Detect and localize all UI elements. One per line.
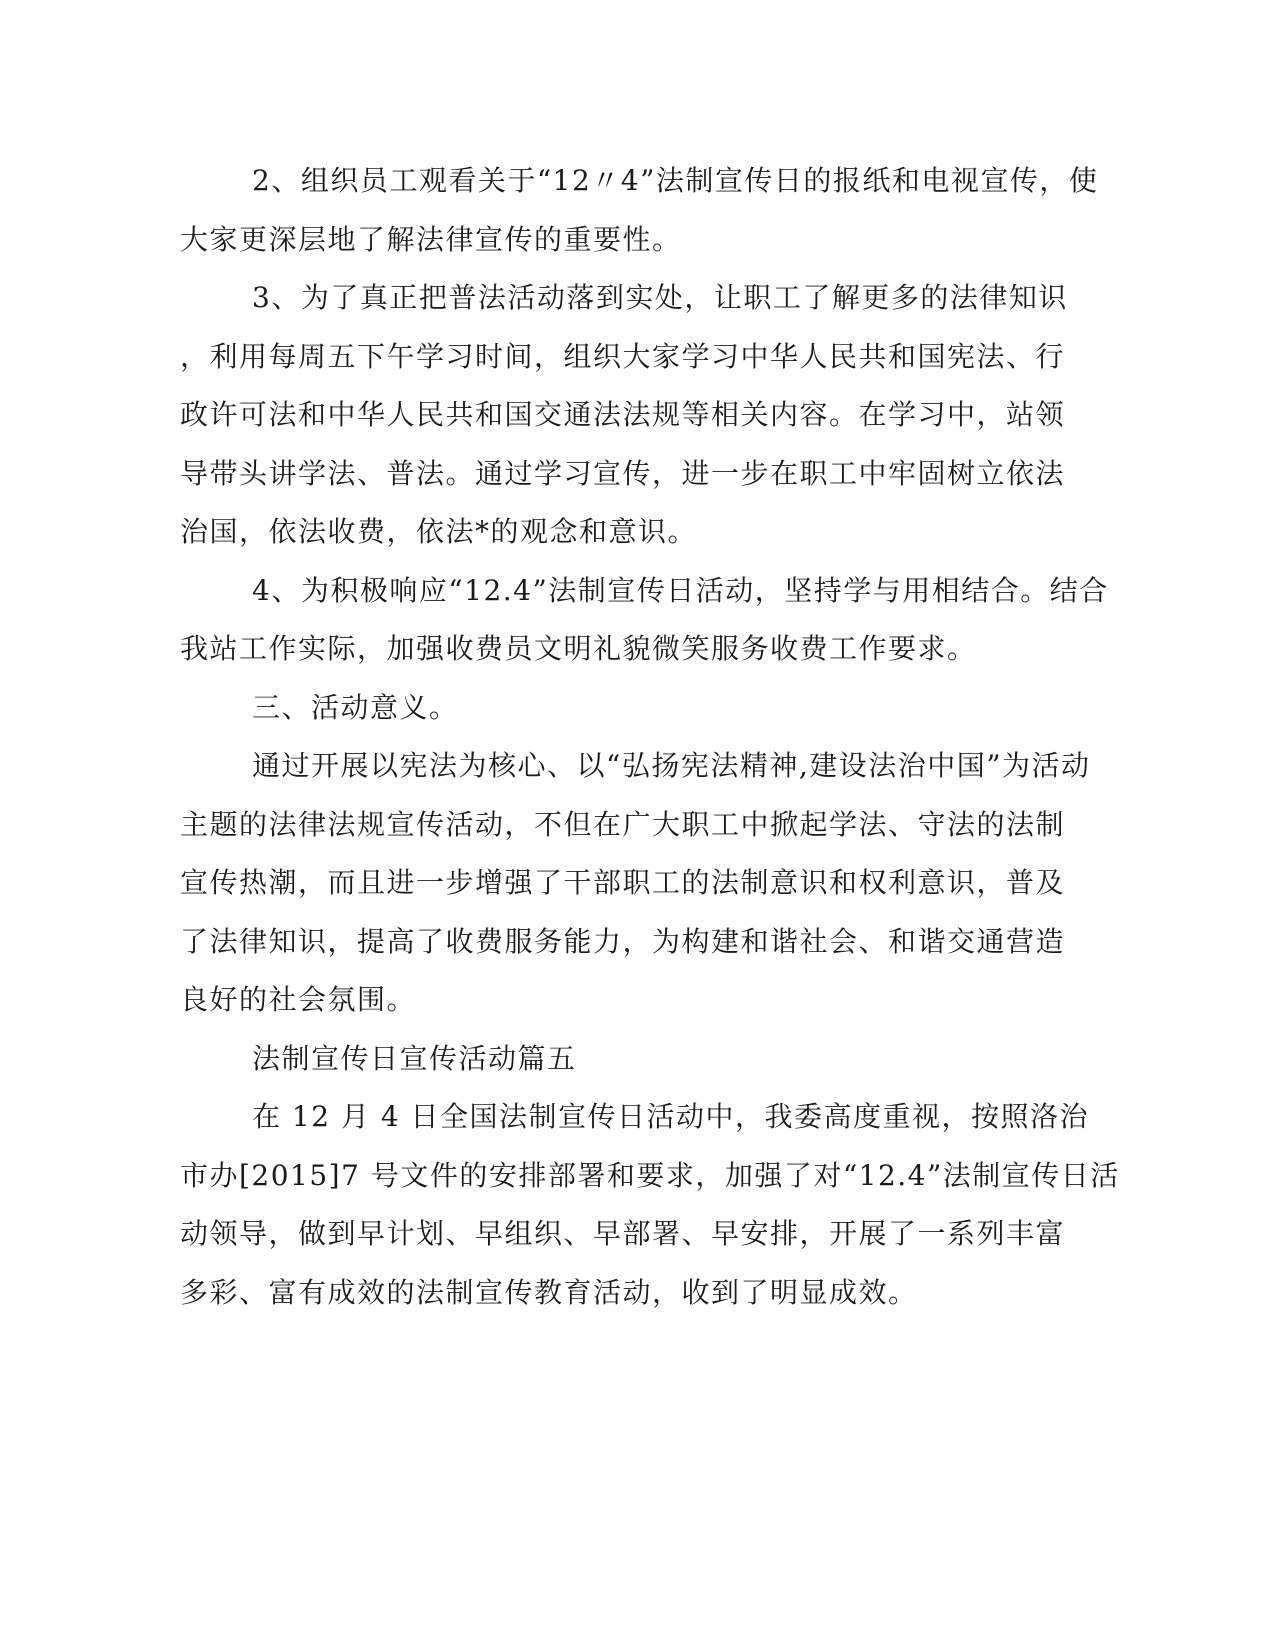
paragraph-line: 了法律知识，提高了收费服务能力，为构建和谐社会、和谐交通营造 <box>180 924 1066 958</box>
paragraph-line: 在 12 月 4 日全国法制宣传日活动中，我委高度重视，按照洛治 <box>252 1100 1090 1133</box>
paragraph-line: 政许可法和中华人民共和国交通法法规等相关内容。在学习中，站领 <box>180 398 1066 431</box>
document-body <box>180 152 1120 1322</box>
paragraph-line: 市办[2015]7 号文件的安排部署和要求，加强了对“12.4”法制宣传日活 <box>180 1158 1120 1192</box>
paragraph-line: 宣传热潮，而且进一步增强了干部职工的法制意识和权利意识，普及 <box>180 866 1066 899</box>
paragraph-line: ，利用每周五下午学习时间，组织大家学习中华人民共和国宪法、行 <box>180 339 1066 373</box>
paragraph-line: 2、组织员工观看关于“12〃4”法制宣传日的报纸和电视宣传，使 <box>252 164 1099 197</box>
paragraph-line: 动领导，做到早计划、早组织、早部署、早安排，开展了一系列丰富 <box>180 1217 1066 1250</box>
article-title: 法制宣传日宣传活动篇五 <box>252 1041 577 1075</box>
paragraph-line: 主题的法律法规宣传活动，不但在广大职工中掀起学法、守法的法制 <box>180 807 1066 841</box>
paragraph-line: 导带头讲学法、普法。通过学习宣传，进一步在职工中牢固树立依法 <box>180 456 1066 490</box>
section-heading: 三、活动意义。 <box>252 690 459 724</box>
paragraph-line: 多彩、富有成效的法制宣传教育活动，收到了明显成效。 <box>180 1275 918 1309</box>
paragraph-line: 3、为了真正把普法活动落到实处，让职工了解更多的法律知识 <box>252 281 1068 314</box>
paragraph-line: 我站工作实际，加强收费员文明礼貌微笑服务收费工作要求。 <box>180 632 977 665</box>
paragraph-line: 大家更深层地了解法律宣传的重要性。 <box>180 222 682 256</box>
paragraph-line: 4、为积极响应“12.4”法制宣传日活动，坚持学与用相结合。结合 <box>252 573 1109 607</box>
paragraph-line: 良好的社会氛围。 <box>180 983 417 1016</box>
paragraph-line: 通过开展以宪法为核心、以“弘扬宪法精神,建设法治中国”为活动 <box>252 749 1091 782</box>
paragraph-line: 治国，依法收费，依法*的观念和意识。 <box>180 515 698 548</box>
